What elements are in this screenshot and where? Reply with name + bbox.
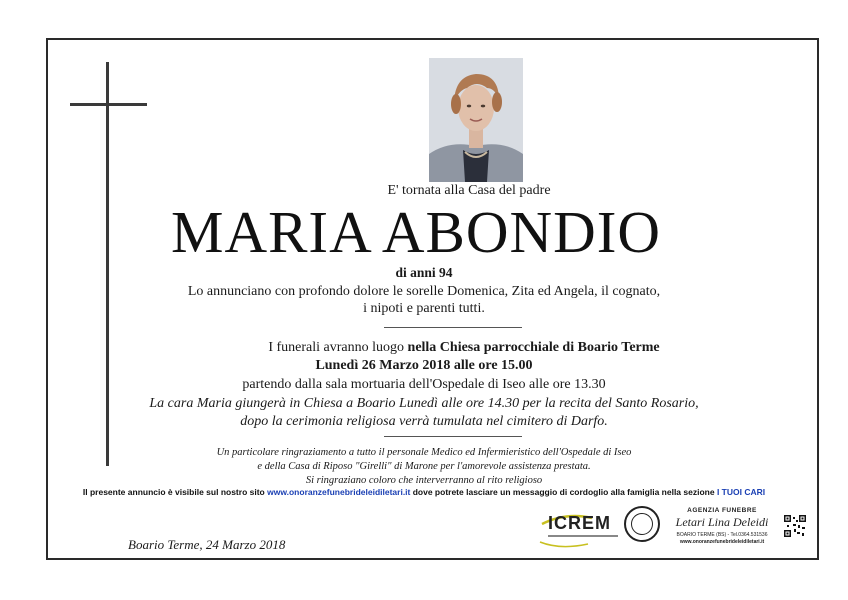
agency-label: AGENZIA FUNEBRE [687,507,757,514]
agency-address: BOARIO TERME (BS) - Tel.0364.531536 [676,532,768,538]
thanks-line-3: Si ringraziano coloro che interverranno al rito religioso [305,475,543,486]
agency-name: Letari Lina Deleidi [675,515,769,529]
announce-line-2: i nipoti e parenti tutti. [363,301,485,316]
funeral-line-1-text: I funerali avranno luogo [268,340,408,355]
intro-text: E' tornata alla Casa del padre [387,183,551,198]
deceased-name: MARIA ABONDIO [171,199,661,265]
funeral-line-1 [40,340,848,356]
separator-bottom [384,436,522,437]
announce-line-1: Lo annunciano con profondo dolore le sorelle Domenica, Zita ed Angela, il cognato, [187,284,661,299]
funeral-church: nella Chiesa parrocchiale di Boario Terme [407,340,660,355]
online-notice-text-2: dove potrete lasciare un messaggio di cordoglio alla famiglia nella sezione [410,487,717,497]
section-link[interactable]: I TUOI CARI [716,487,766,497]
seal-logo-inner [631,513,653,535]
funeral-departure: partendo dalla sala mortuaria dell'Ospedale di Iseo alle ore 13.30 [242,377,606,392]
cross-icon-arm [70,103,147,106]
funeral-date: Lunedì 26 Marzo 2018 alle ore 15.00 [315,358,533,373]
online-notice-text: Il presente annuncio è visibile sul nostro sito [82,487,268,497]
qr-code-icon[interactable] [784,515,806,537]
thanks-line-2: e della Casa di Riposo "Girelli" di Marone per l'amorevole assistenza prestata. [257,461,591,472]
agency-site[interactable]: www.onoranzefunebrideleidiletari.it [679,539,765,545]
funeral-rosary: La cara Maria giungerà in Chiesa a Boario Lunedì alle ore 14.30 per la recita del Santo Rosario, [149,396,699,411]
website-link[interactable]: www.onoranzefunebrideleidiletari.it [267,487,411,497]
portrait-photo [429,58,523,182]
separator-top [384,327,522,328]
agency-block [666,507,778,545]
age-text: di anni 94 [395,265,453,280]
thanks-line-1: Un particolare ringraziamento a tutto il personale Medico ed Infermieristico dell'Ospedale di Iseo [216,447,632,458]
icrem-underline [548,535,618,537]
funeral-burial: dopo la cerimonia religiosa verrà tumulata nel cimitero di Darfo. [240,414,608,429]
place-date: Boario Terme, 24 Marzo 2018 [128,537,286,552]
online-notice [0,487,848,497]
icrem-name: ICREM [548,513,611,533]
